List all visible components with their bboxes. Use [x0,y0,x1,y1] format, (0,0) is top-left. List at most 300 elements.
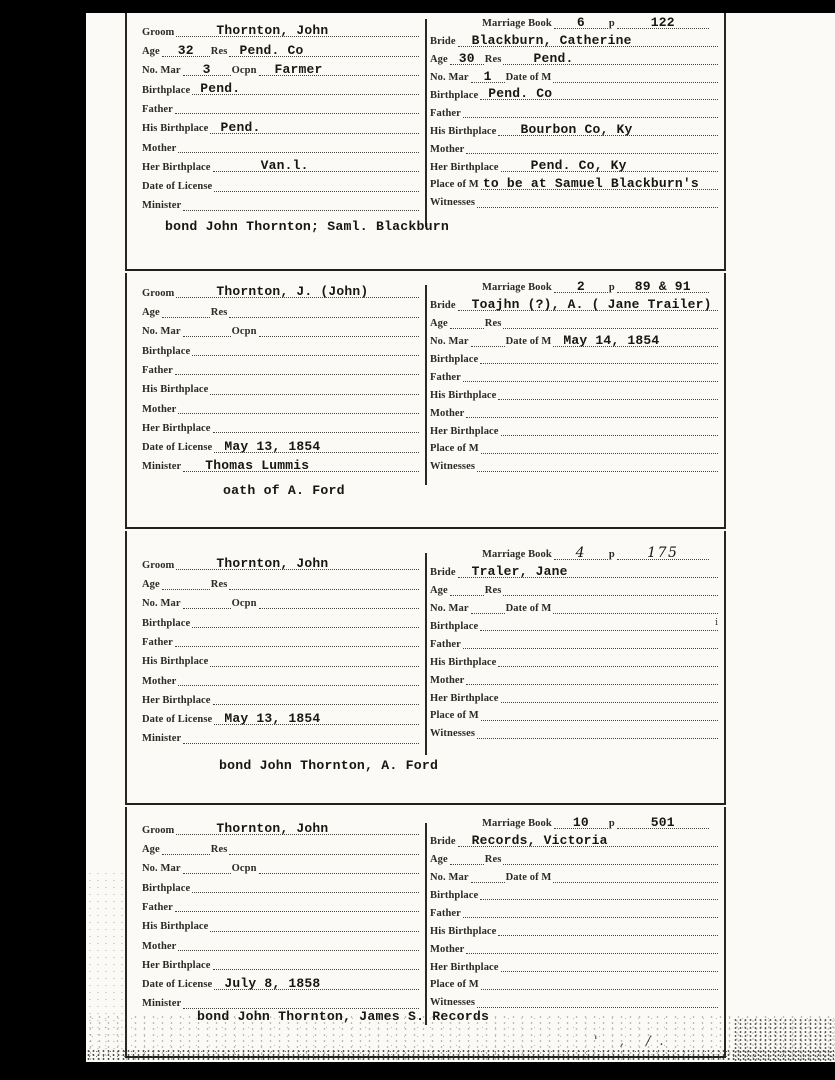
birthplace-field [142,340,420,359]
her-birthplace-field [430,421,719,439]
nomar-ocpn-field [142,321,420,340]
scan-border-bottom [0,1062,835,1080]
marriage-book-label: Marriage Book [482,282,552,294]
bride-field [430,563,719,581]
place-of-m-field [430,439,719,457]
mother-label: Mother [430,407,465,419]
his-birthplace-field [430,652,719,670]
age-res-field [430,314,719,332]
dotted-leader [503,583,718,596]
no-mar-label: No. Mar [142,65,181,77]
his-birthplace-label: His Birthplace [142,123,209,135]
dotted-leader [175,634,419,647]
dotted-leader [501,423,718,436]
mother-field [430,139,719,157]
father-label: Father [430,107,461,119]
dotted-leader [503,852,718,865]
dotted-leader [481,441,718,454]
his-birthplace-label: His Birthplace [430,656,497,668]
dotted-leader [501,959,718,972]
dotted-leader [183,996,419,1009]
dotted-leader [481,177,718,190]
dotted-leader [617,544,709,561]
groom-name-value: Thornton, John [216,556,329,572]
mother-label: Mother [142,675,177,687]
dotted-leader [450,52,484,65]
bride-column [430,273,719,475]
dotted-leader [214,977,419,990]
no-mar-label: No. Mar [142,598,181,610]
groom-field [142,282,420,301]
bride-column [430,13,719,211]
nomar-dateofm-field [430,868,719,886]
his-birthplace-field [142,650,420,669]
groom-column [142,13,420,214]
birthplace-field [430,350,719,368]
dotted-leader [481,977,718,990]
father-field [430,103,719,121]
dotted-leader [175,899,419,912]
place-of-m-field [430,706,719,724]
his-birthplace-field [430,921,719,939]
dotted-leader [162,577,210,590]
father-field [430,903,719,921]
marriage-book-field [430,14,719,32]
date-of-m-label: Date of M [505,336,552,348]
spacer [710,820,719,832]
dotted-leader [498,123,718,136]
age-res-field [430,581,719,599]
marriage-book-label: Marriage Book [482,18,552,30]
age-label: Age [430,585,448,597]
witnesses-field [430,724,719,742]
witnesses-field [430,457,719,475]
column-divider [425,19,427,227]
dotted-leader [176,24,419,37]
father-field [430,367,719,385]
no-mar-label: No. Mar [430,872,469,884]
marriage-book-field [430,545,719,563]
father-field [142,359,420,378]
date-of-license-label: Date of License [142,442,213,454]
birthplace-field [142,612,420,631]
no-mar-label: No. Mar [430,603,469,615]
nomar-dateofm-field [430,332,719,350]
dotted-leader [210,121,419,134]
his-birthplace-label: His Birthplace [142,384,209,396]
birthplace-label: Birthplace [430,353,479,365]
dotted-leader [178,673,419,686]
birthplace-field [430,86,719,104]
dotted-leader [554,16,608,29]
dotted-leader [183,324,231,337]
dotted-leader [183,861,231,874]
ocpn-label: Ocpn [231,598,257,610]
his-birthplace-field [430,385,719,403]
witnesses-label: Witnesses [430,461,476,473]
dotted-leader [498,923,718,936]
his-birthplace-label: His Birthplace [142,656,209,668]
age-label: Age [430,854,448,866]
res-value: Pend. [533,50,574,66]
dotted-leader [229,44,419,57]
date-of-m-value: May 14, 1854 [563,332,660,348]
dotted-leader [554,280,608,293]
birthplace-label: Birthplace [430,89,479,101]
mother-label: Mother [142,142,177,154]
dotted-leader [503,52,718,65]
birthplace-value: Pend. Co [488,86,553,102]
her-birthplace-field [430,957,719,975]
mother-field [142,398,420,417]
place-of-m-field [430,175,719,193]
dotted-leader [183,596,231,609]
column-divider [425,823,427,1025]
column-divider [425,285,427,485]
dotted-leader [617,280,709,293]
dotted-leader [463,636,718,649]
dotted-leader [214,179,419,192]
mother-field [142,670,420,689]
ocpn-label: Ocpn [231,863,257,875]
place-of-m-field [430,975,719,993]
birthplace-field [142,877,420,896]
groom-name-value: Thornton, John [216,821,329,837]
dotted-leader [192,615,419,628]
birthplace-label: Birthplace [430,889,479,901]
dotted-leader [183,63,231,76]
dotted-leader [192,82,419,95]
witnesses-label: Witnesses [430,997,476,1009]
bride-column [430,531,719,742]
mother-field [430,939,719,957]
place-of-m-label: Place of M [430,179,479,191]
his-birthplace-field [142,117,420,136]
his-birthplace-value: Bourbon Co, Ky [520,122,633,138]
dotted-leader [450,316,484,329]
bride-column [430,807,719,1011]
place-of-m-label: Place of M [430,443,479,455]
marriage-book-field [430,814,719,832]
place-of-m-label: Place of M [430,979,479,991]
groom-name-value: Thornton, J. (John) [216,284,369,300]
date-of-license-value: May 13, 1854 [224,710,321,726]
her-birthplace-label: Her Birthplace [142,959,211,971]
dotted-leader [458,298,718,311]
date-of-license-field [142,175,420,194]
book-number-value: 10 [572,814,589,830]
father-label: Father [142,901,173,913]
oath-note: oath of A. Ford [223,483,345,498]
his-birthplace-value: Pend. [220,119,261,135]
dotted-leader [463,905,718,918]
dotted-leader [259,596,419,609]
groom-label: Groom [142,287,175,299]
spacer [710,284,719,296]
her-birthplace-field [430,688,719,706]
dotted-leader [477,726,718,739]
minister-label: Minister [142,200,182,212]
dotted-leader [176,822,419,835]
stray-mark: i [715,618,718,629]
birthplace-label: Birthplace [430,620,479,632]
birthplace-field [142,79,420,98]
dotted-leader [178,140,419,153]
mother-label: Mother [142,940,177,952]
mother-label: Mother [430,674,465,686]
dotted-leader [214,440,419,453]
her-birthplace-label: Her Birthplace [430,961,499,973]
father-field [430,634,719,652]
res-label: Res [210,46,228,58]
no-mar-label: No. Mar [430,72,469,84]
dotted-leader [480,87,718,100]
book-number-value: 6 [576,14,585,30]
dotted-leader [466,141,718,154]
dotted-leader [175,362,419,375]
her-birthplace-field [142,417,420,436]
her-birthplace-label: Her Birthplace [142,422,211,434]
res-label: Res [210,307,228,319]
her-birthplace-field [142,156,420,175]
dotted-leader [178,938,419,951]
bride-field [430,296,719,314]
minister-label: Minister [142,733,182,745]
nomar-ocpn-field [142,593,420,612]
page-number-value: 501 [650,814,675,830]
dotted-leader [213,957,419,970]
birthplace-label: Birthplace [142,345,191,357]
her-birthplace-field [430,157,719,175]
witnesses-label: Witnesses [430,728,476,740]
place-of-m-label: Place of M [430,710,479,722]
res-label: Res [210,579,228,591]
minister-value: Thomas Lummis [205,457,310,473]
birthplace-label: Birthplace [142,882,191,894]
dotted-leader [463,369,718,382]
groom-label: Groom [142,559,175,571]
birthplace-field [430,886,719,904]
father-label: Father [430,371,461,383]
birthplace-label: Birthplace [142,84,191,96]
dotted-leader [471,601,505,614]
age-res-field [142,301,420,320]
dotted-leader [176,557,419,570]
date-of-license-field [142,708,420,727]
father-field [142,98,420,117]
dotted-leader [471,334,505,347]
her-birthplace-label: Her Birthplace [430,161,499,173]
mother-label: Mother [142,403,177,415]
dotted-leader [229,842,419,855]
dotted-leader [259,324,419,337]
father-label: Father [142,103,173,115]
minister-field [142,456,420,475]
birthplace-label: Birthplace [142,617,191,629]
dotted-leader [213,692,419,705]
age-label: Age [142,307,160,319]
age-res-field [142,573,420,592]
page-number-value: 89 & 91 [634,278,691,294]
his-birthplace-label: His Birthplace [430,389,497,401]
nomar-dateofm-field [430,599,719,617]
bride-label: Bride [430,836,456,848]
place-of-m-value: to be at Samuel Blackburn's [482,175,699,191]
his-birthplace-label: His Birthplace [430,925,497,937]
father-label: Father [430,907,461,919]
age-label: Age [430,318,448,330]
date-of-license-value: May 13, 1854 [224,438,321,454]
her-birthplace-label: Her Birthplace [430,692,499,704]
groom-name-value: Thornton, John [216,23,329,39]
age-value: 30 [458,50,475,66]
page-number-value: 122 [650,14,675,30]
minister-field [142,195,420,214]
dotted-leader [481,708,718,721]
age-label: Age [430,54,448,66]
dotted-leader [617,16,709,29]
dotted-leader [498,654,718,667]
bride-field [430,32,719,50]
no-mar-value: 1 [483,68,492,84]
dotted-leader [463,105,718,118]
her-birthplace-value: Pend. Co, Ky [530,158,627,174]
date-of-license-label: Date of License [142,979,213,991]
father-field [142,631,420,650]
dotted-leader [553,601,718,614]
his-birthplace-label: His Birthplace [142,921,209,933]
dotted-leader [458,834,718,847]
dotted-leader [477,995,718,1008]
page-label: p [608,549,615,561]
mother-field [430,403,719,421]
nomar-dateofm-field [430,68,719,86]
ocpn-value: Farmer [274,61,323,77]
his-birthplace-field [142,378,420,397]
groom-column [142,807,420,1012]
dotted-leader [477,459,718,472]
her-birthplace-label: Her Birthplace [142,694,211,706]
spacer [710,20,719,32]
bride-label: Bride [430,567,456,579]
age-res-field [430,850,719,868]
mother-field [430,670,719,688]
no-mar-label: No. Mar [142,863,181,875]
groom-column [142,531,420,747]
mother-label: Mother [430,943,465,955]
no-mar-value: 3 [202,61,211,77]
scan-noise [733,1018,835,1062]
dotted-leader [192,343,419,356]
witnesses-field [430,193,719,211]
dotted-leader [554,544,608,561]
marriage-book-label: Marriage Book [482,549,552,561]
date-of-license-field [142,436,420,455]
ocpn-label: Ocpn [231,65,257,77]
minister-field [142,728,420,747]
dotted-leader [501,159,718,172]
father-label: Father [142,636,173,648]
res-label: Res [484,585,502,597]
dotted-leader [214,712,419,725]
date-of-m-label: Date of M [505,72,552,84]
dotted-leader [183,731,419,744]
dotted-leader [617,816,709,829]
dotted-leader [471,870,505,883]
age-value: 32 [177,42,194,58]
groom-column [142,273,420,475]
bride-name-value: Toajhn (?), A. ( Jane Trailer) [471,296,712,312]
bride-name-value: Records, Victoria [471,832,608,848]
dotted-leader [466,672,718,685]
dotted-leader [210,919,419,932]
dotted-leader [458,565,718,578]
bride-field [430,832,719,850]
age-label: Age [142,579,160,591]
dotted-leader [498,387,718,400]
age-res-field [142,838,420,857]
father-field [142,896,420,915]
dotted-leader [213,420,419,433]
no-mar-label: No. Mar [142,326,181,338]
groom-field [142,21,420,40]
page-number-value: 175 [647,544,679,561]
dotted-leader [183,459,419,472]
groom-label: Groom [142,824,175,836]
his-birthplace-field [142,915,420,934]
dotted-leader [553,334,718,347]
her-birthplace-label: Her Birthplace [430,425,499,437]
bride-name-value: Traler, Jane [471,563,568,579]
dotted-leader [501,690,718,703]
dotted-leader [162,842,210,855]
marriage-record-card-2 [125,273,726,529]
marriage-record-card-1 [125,13,726,271]
marriage-book-field [430,278,719,296]
handwritten-marks: ' , /. [594,1034,673,1049]
res-label: Res [484,54,502,66]
marriage-record-card-3 [125,531,726,805]
page-label: p [608,818,615,830]
date-of-license-field [142,973,420,992]
her-birthplace-label: Her Birthplace [142,161,211,173]
page-label: p [608,18,615,30]
her-birthplace-field [142,689,420,708]
dotted-leader [213,159,419,172]
bond-note: bond John Thornton; Saml. Blackburn [165,219,449,234]
age-res-field [142,40,420,59]
bond-note: bond John Thornton, James S. Records [197,1009,490,1024]
her-birthplace-value: Van.l. [260,158,309,174]
scan-noise [86,1049,834,1061]
column-divider [425,553,427,755]
res-value: Pend. Co [239,42,304,58]
dotted-leader [503,316,718,329]
groom-field [142,554,420,573]
dotted-leader [554,816,608,829]
dotted-leader [162,305,210,318]
ocpn-label: Ocpn [231,326,257,338]
birthplace-value: Pend. [200,81,241,97]
dotted-leader [471,70,505,83]
dotted-leader [450,852,484,865]
dotted-leader [178,401,419,414]
his-birthplace-label: His Birthplace [430,125,497,137]
groom-field [142,819,420,838]
date-of-m-label: Date of M [505,872,552,884]
dotted-leader [210,382,419,395]
mother-field [142,935,420,954]
